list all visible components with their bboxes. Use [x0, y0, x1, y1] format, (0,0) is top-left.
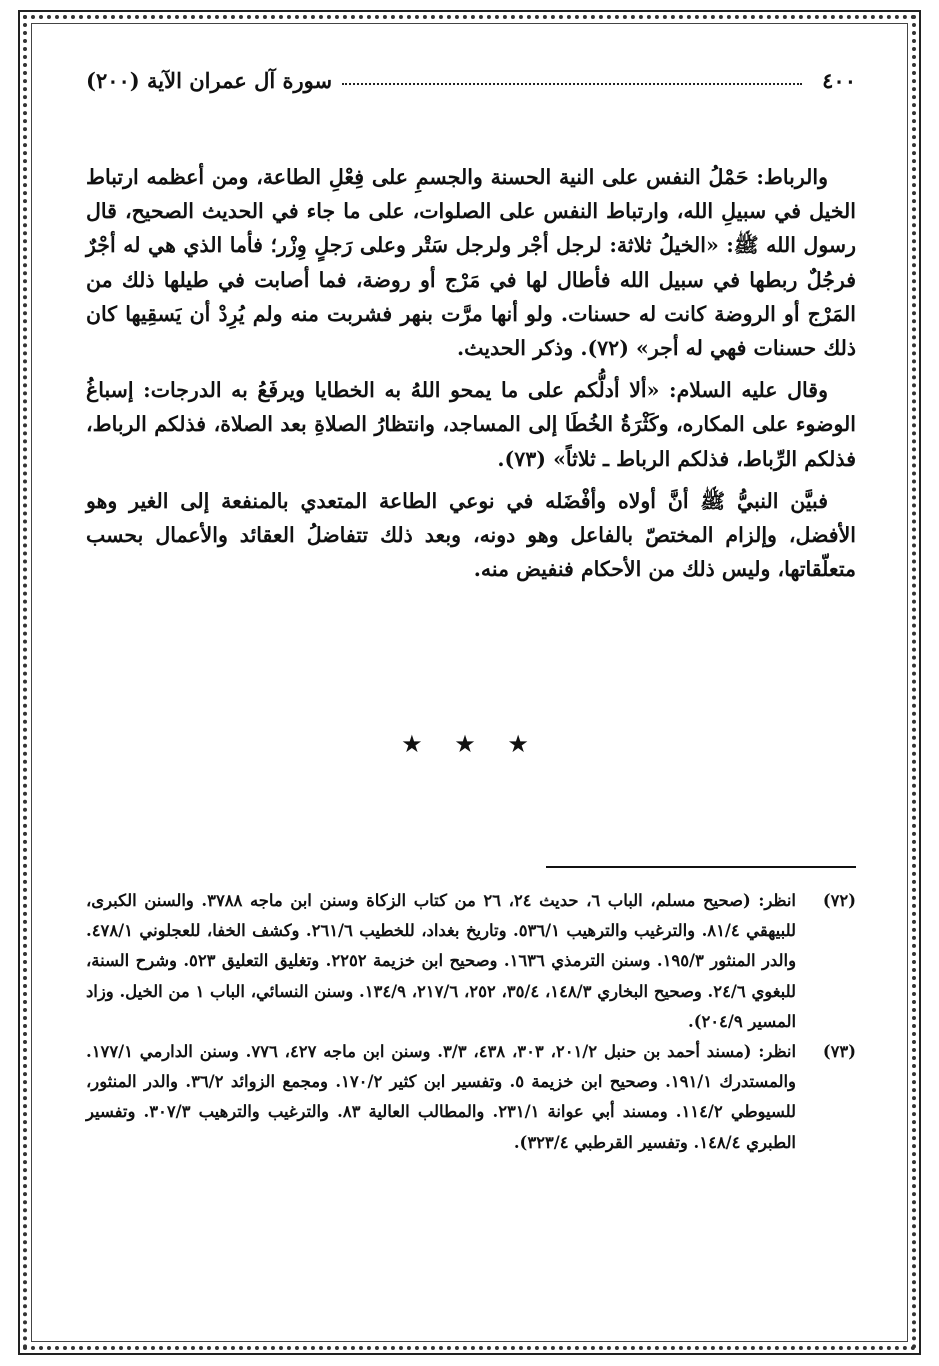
footnote	[86, 1037, 856, 1158]
page-number: ٤٠٠	[822, 67, 856, 93]
running-header	[86, 60, 856, 100]
footnotes	[86, 886, 856, 1158]
paragraph: والرباط: حَمْلُ النفس على النية الحسنة والجسمِ على فِعْلِ الطاعة، ومن أعظمه ارتباط الخيل في سبيلِ الله، وارتباط النفس على الصلوات، على ما جاء في الحديث الصحيح، قال رسول الله ﷺ: «الخيلُ ثلاثة: لرجل أجْر ولرجل سَتْر وعلى رَجلٍ وِزْر؛ فأما الذي هي له أجْرٌ فرجُلٌ ربطها في سبيل الله فأطال لها في مَرْج أو روضة، فما أصابت في طيلها ذلك من المَرْج أو الروضة كانت له حسنات. ولو أنها مرَّت بنهر فشربت منه ولم يُرِدْ أن يَسقِيها كان ذلك حسنات فهي له أجر» (٧٢). وذكر الحديث.	[86, 165, 856, 361]
section-separator: ★ ★ ★	[401, 730, 541, 758]
main-text	[86, 160, 856, 594]
paragraph: فبيَّن النبيُّ ﷺ أنَّ أولاه وأفْضَله في نوعي الطاعة المتعدي بالمنفعة إلى الغير وهو الأفضل، وإلزام المختصّ بالفاعل وهو دونه، وبعد ذلك تتفاضلُ العقائد والأعمال بحسب متعلّقاتها، وليس ذلك من الأحكام فنفيض منه.	[86, 488, 856, 582]
footnote-text: انظر: (مسند أحمد بن حنبل ٢٠١/٢، ٣٠٣، ٤٣٨، ٣/٣. وسنن ابن ماجه ٤٢٧، ٧٧٦. وسنن الدارمي ١٧٧/١. والمستدرك ١٩١/١. وصحيح ابن خزيمة ٥. وتفسير ابن كثير ١٧٠/٢. ومجمع الزوائد ٣٦/٢. والدر المنثور، للسيوطي ١١٤/٢. ومسند أبي عوانة ٢٣١/١. والمطالب العالية ٨٣. والترغيب والترهيب ٣٠٧/٣. وتفسير الطبري ١٤٨/٤. وتفسير القرطبي ٣٢٣/٤).	[86, 1042, 797, 1152]
header-leader-dots	[342, 83, 802, 85]
footnote-number: (٧٢)	[822, 891, 856, 910]
paragraph: وقال عليه السلام: «ألا أدلُّكم على ما يمحو اللهُ به الخطايا ويرفَعُ به الدرجات: إسباغُ الوضوء على المكاره، وكَثْرَةُ الخُطَا إلى المساجد، وانتظارُ الصلاةِ بعد الصلاة، فذلكم الرباط، فذلكم الرِّباط، فذلكم الرباط ـ ثلاثاً» (٧٣).	[86, 378, 856, 471]
footnote	[86, 886, 856, 1037]
book-page	[86, 60, 856, 1310]
footnote-text: انظر: (صحيح مسلم، الباب ٦، حديث ٢٤، ٢٦ من كتاب الزكاة وسنن ابن ماجه ٣٧٨٨. والسنن الكبرى، للبيهقي ٨١/٤. والترغيب والترهيب ٥٣٦/١. وتاريخ بغداد، للخطيب ٢٦١/٦. وكشف الخفا، للعجلوني ٤٧٨/١. والدر المنثور ١٩٥/٣. وسنن الترمذي ١٦٣٦. وصحيح ابن خزيمة ٢٢٥٢. وتغليق التعليق ٥٢٣. وشرح السنة، للبغوي ٢٤/٦. وصحيح البخاري ١٤٨/٣، ٣٥/٤، ٢٥٢، ٢١٧/٦، ١٣٤/٩. وسنن النسائي، الباب ١ من الخيل. وزاد المسير ٢٠٤/٩).	[86, 891, 797, 1031]
footnote-number: (٧٣)	[822, 1042, 856, 1062]
header-title: سورة آل عمران الآية (٢٠٠)	[86, 67, 333, 93]
footnote-rule	[546, 866, 856, 868]
